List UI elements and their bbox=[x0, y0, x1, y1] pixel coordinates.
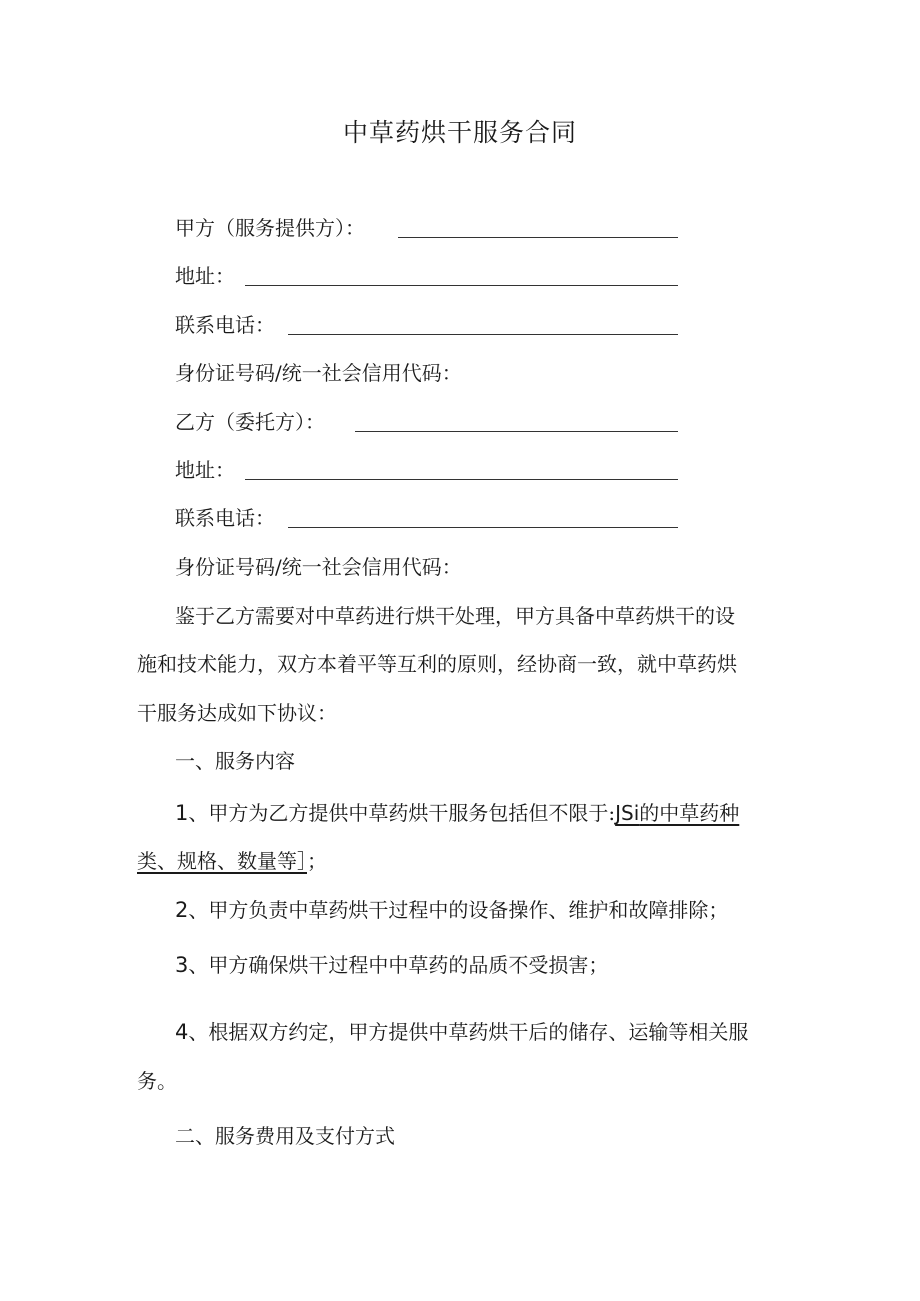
party-a-id-label: 身份证号码/统一社会信用代码： bbox=[175, 361, 462, 385]
clause-1-4 bbox=[175, 1016, 920, 1048]
party-b-id-label: 身份证号码/统一社会信用代码： bbox=[175, 555, 462, 579]
party-b-label: 乙方（委托方）： bbox=[175, 410, 325, 434]
party-b-address-blank bbox=[245, 479, 678, 480]
party-a-phone-label: 联系电话： bbox=[175, 313, 275, 337]
clause-1-1-continuation bbox=[137, 845, 920, 877]
clause-1-1-text: 、甲方为乙方提供中草药烘干服务包括但不限于: bbox=[188, 801, 616, 825]
clause-1-4-number: 4 bbox=[175, 1020, 189, 1044]
party-a-address-label: 地址： bbox=[175, 264, 235, 288]
clause-1-3-number: 3 bbox=[175, 953, 189, 977]
document-title: 中草药烘干服务合同 bbox=[342, 118, 577, 147]
preamble-line-3: 干服务达成如下协议： bbox=[137, 701, 337, 725]
party-b-address-label: 地址： bbox=[175, 458, 235, 482]
clause-1-3-text: 、甲方确保烘干过程中中草药的品质不受损害； bbox=[188, 953, 609, 977]
preamble-line-1: 鉴于乙方需要对中草药进行烘干处理，甲方具备中草药烘干的设 bbox=[175, 604, 735, 628]
party-a-label: 甲方（服务提供方）： bbox=[175, 216, 365, 240]
clause-1-4-continuation: 务。 bbox=[137, 1069, 177, 1093]
party-a-name-blank bbox=[398, 237, 678, 238]
clause-1-1-code: JSi bbox=[615, 801, 640, 825]
clause-1-1-underlined-b: 类、规格、数量等］ bbox=[137, 849, 307, 873]
clause-1-1-number: 1 bbox=[175, 801, 189, 825]
party-a-address-blank bbox=[245, 285, 678, 286]
clause-1-1-underlined-a: 的中草药种 bbox=[639, 801, 740, 825]
party-b-phone-blank bbox=[288, 527, 678, 528]
preamble-line-2: 施和技术能力，双方本着平等互利的原则，经协商一致，就中草药烘 bbox=[137, 652, 737, 676]
party-b-name-blank bbox=[355, 431, 678, 432]
clause-1-4-text: 、根据双方约定，甲方提供中草药烘干后的储存、运输等相关服 bbox=[188, 1020, 749, 1044]
clause-1-1 bbox=[175, 797, 920, 829]
party-b-phone-label: 联系电话： bbox=[175, 506, 275, 530]
clause-1-1-tail: ； bbox=[307, 849, 327, 873]
clause-1-3 bbox=[175, 949, 920, 981]
clause-1-2 bbox=[175, 894, 920, 926]
clause-1-2-text: 、甲方负责中草药烘干过程中的设备操作、维护和故障排除； bbox=[188, 898, 729, 922]
clause-1-2-number: 2 bbox=[175, 898, 189, 922]
party-a-phone-blank bbox=[288, 334, 678, 335]
section-2-heading: 二、服务费用及支付方式 bbox=[175, 1124, 395, 1148]
section-1-heading: 一、服务内容 bbox=[175, 749, 295, 773]
